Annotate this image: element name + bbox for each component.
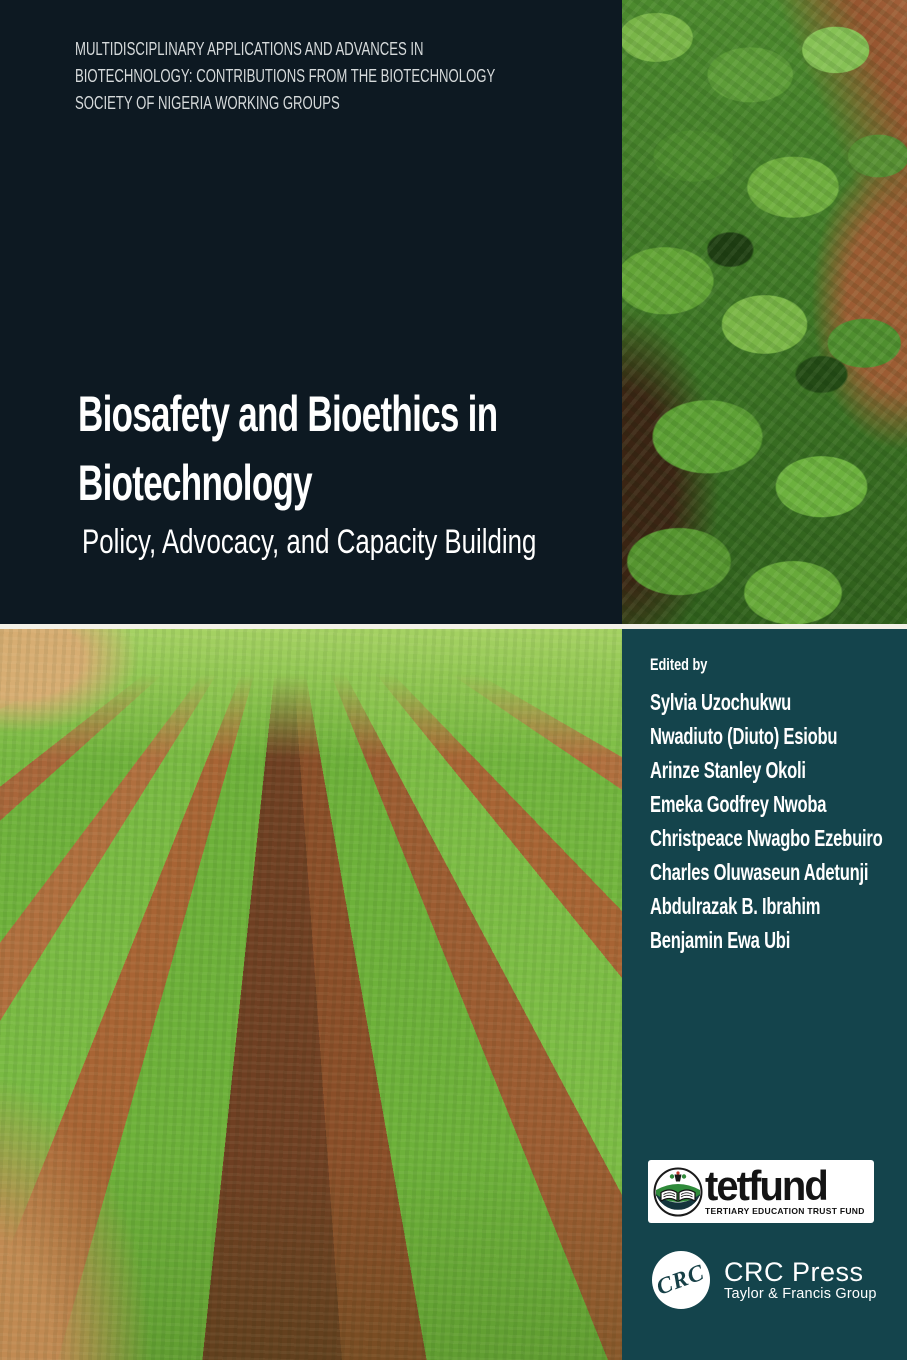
tetfund-emblem-icon (653, 1167, 703, 1217)
series-title-line: MULTIDISCIPLINARY APPLICATIONS AND ADVANCES IN (75, 39, 424, 59)
editor-name: Charles Oluwaseun Adetunji (650, 859, 869, 885)
potato-plants-photo (622, 0, 907, 624)
series-title-line: SOCIETY OF NIGERIA WORKING GROUPS (75, 93, 340, 113)
tetfund-text (705, 1161, 874, 1216)
editor-name: Benjamin Ewa Ubi (650, 927, 791, 953)
series-title (75, 36, 651, 117)
crc-press-logo (652, 1251, 877, 1309)
crop-field-rows-photo (0, 629, 622, 1360)
book-title-line2: Biotechnology (78, 455, 312, 511)
navy-title-block (0, 0, 622, 624)
tetfund-wordmark: tetfund (705, 1161, 827, 1209)
book-title-line1: Biosafety and Bioethics in (78, 386, 498, 442)
series-title-line: BIOTECHNOLOGY: CONTRIBUTIONS FROM THE BIOTECHNOLOGY (75, 66, 496, 86)
crc-badge-icon (652, 1251, 710, 1309)
crc-press-name: CRC Press (724, 1256, 864, 1287)
editor-name: Christpeace Nwagbo Ezebuiro (650, 825, 883, 851)
crc-tagline: Taylor & Francis Group (724, 1285, 877, 1302)
book-subtitle: Policy, Advocacy, and Capacity Building (82, 523, 537, 561)
tetfund-tagline: TERTIARY EDUCATION TRUST FUND (705, 1205, 865, 1216)
editor-name: Arinze Stanley Okoli (650, 757, 806, 783)
editors-panel (622, 629, 907, 1360)
crc-text (724, 1258, 877, 1303)
editors-list (650, 685, 907, 957)
editor-name: Abdulrazak B. Ibrahim (650, 893, 821, 919)
editor-name: Nwadiuto (Diuto) Esiobu (650, 723, 838, 749)
crc-badge-label: CRC (653, 1259, 709, 1300)
book-title (78, 380, 677, 518)
editor-name: Emeka Godfrey Nwoba (650, 791, 827, 817)
editor-name: Sylvia Uzochukwu (650, 689, 792, 715)
tetfund-logo (648, 1160, 874, 1223)
edited-by-label: Edited by (650, 655, 708, 674)
